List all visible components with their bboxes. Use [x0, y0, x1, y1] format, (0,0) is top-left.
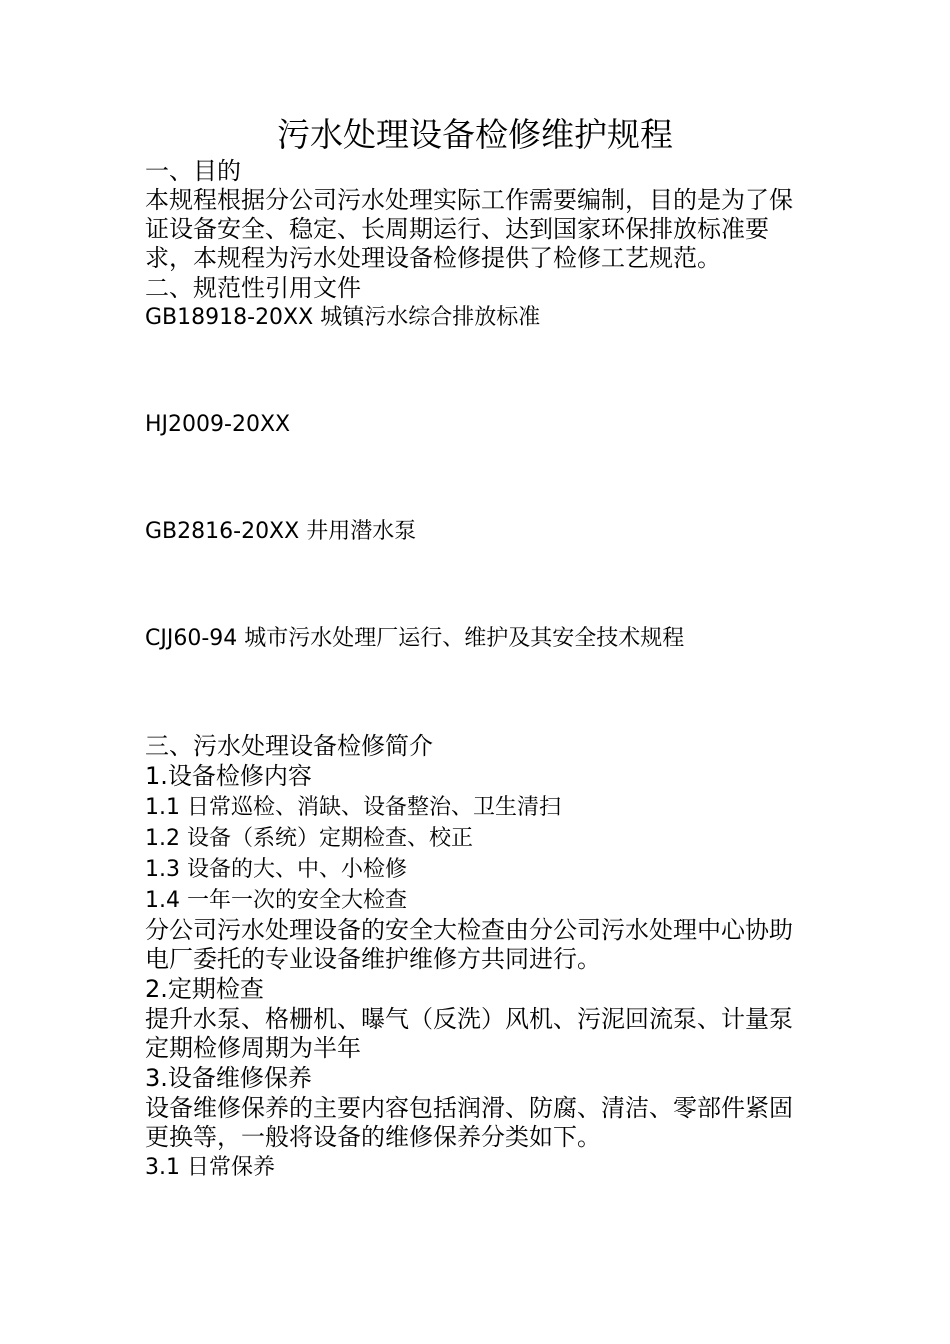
document-title: 污水处理设备检修维护规程	[277, 115, 673, 154]
section-heading-purpose: 一、目的	[145, 157, 241, 185]
reference-item	[145, 410, 825, 517]
subsection-heading-periodic: 2.定期检查	[145, 975, 264, 1003]
list-item: 1.2 设备（系统）定期检查、校正	[145, 826, 473, 851]
subsection-heading-content: 1.设备检修内容	[145, 762, 312, 790]
section-heading-references: 二、规范性引用文件	[145, 274, 361, 302]
list-item: 3.1 日常保养	[145, 1155, 275, 1180]
reference-text: HJ2009-20XX	[145, 412, 291, 437]
list-item: 1.1 日常巡检、消缺、设备整治、卫生清扫	[145, 795, 561, 820]
paragraph-purpose: 本规程根据分公司污水处理实际工作需要编制，目的是为了保证设备安全、稳定、长周期运行、达到国家环保排放标准要求，本规程为污水处理设备检修提供了检修工艺规范。	[145, 186, 793, 272]
section-heading-overview: 三、污水处理设备检修简介	[145, 732, 433, 760]
list-item: 1.3 设备的大、中、小检修	[145, 857, 407, 882]
reference-text: CJJ60-94 城市污水处理厂运行、维护及其安全技术规程	[145, 626, 685, 651]
reference-item	[145, 517, 825, 624]
paragraph-periodic: 提升水泵、格栅机、曝气（反洗）风机、污泥回流泵、计量泵定期检修周期为半年	[145, 1005, 793, 1062]
reference-item	[145, 303, 825, 410]
reference-item	[145, 624, 825, 731]
reference-text: GB18918-20XX 城镇污水综合排放标准	[145, 305, 541, 330]
subsection-heading-maintenance: 3.设备维修保养	[145, 1064, 312, 1092]
list-item: 1.4 一年一次的安全大检查	[145, 888, 407, 913]
paragraph-maintenance: 设备维修保养的主要内容包括润滑、防腐、清洁、零部件紧固更换等，一般将设备的维修保养分类如下。	[145, 1094, 793, 1151]
document-body	[145, 156, 825, 1183]
paragraph-inspection: 分公司污水处理设备的安全大检查由分公司污水处理中心协助电厂委托的专业设备维护维修方共同进行。	[145, 916, 793, 973]
reference-text: GB2816-20XX 井用潜水泵	[145, 519, 417, 544]
